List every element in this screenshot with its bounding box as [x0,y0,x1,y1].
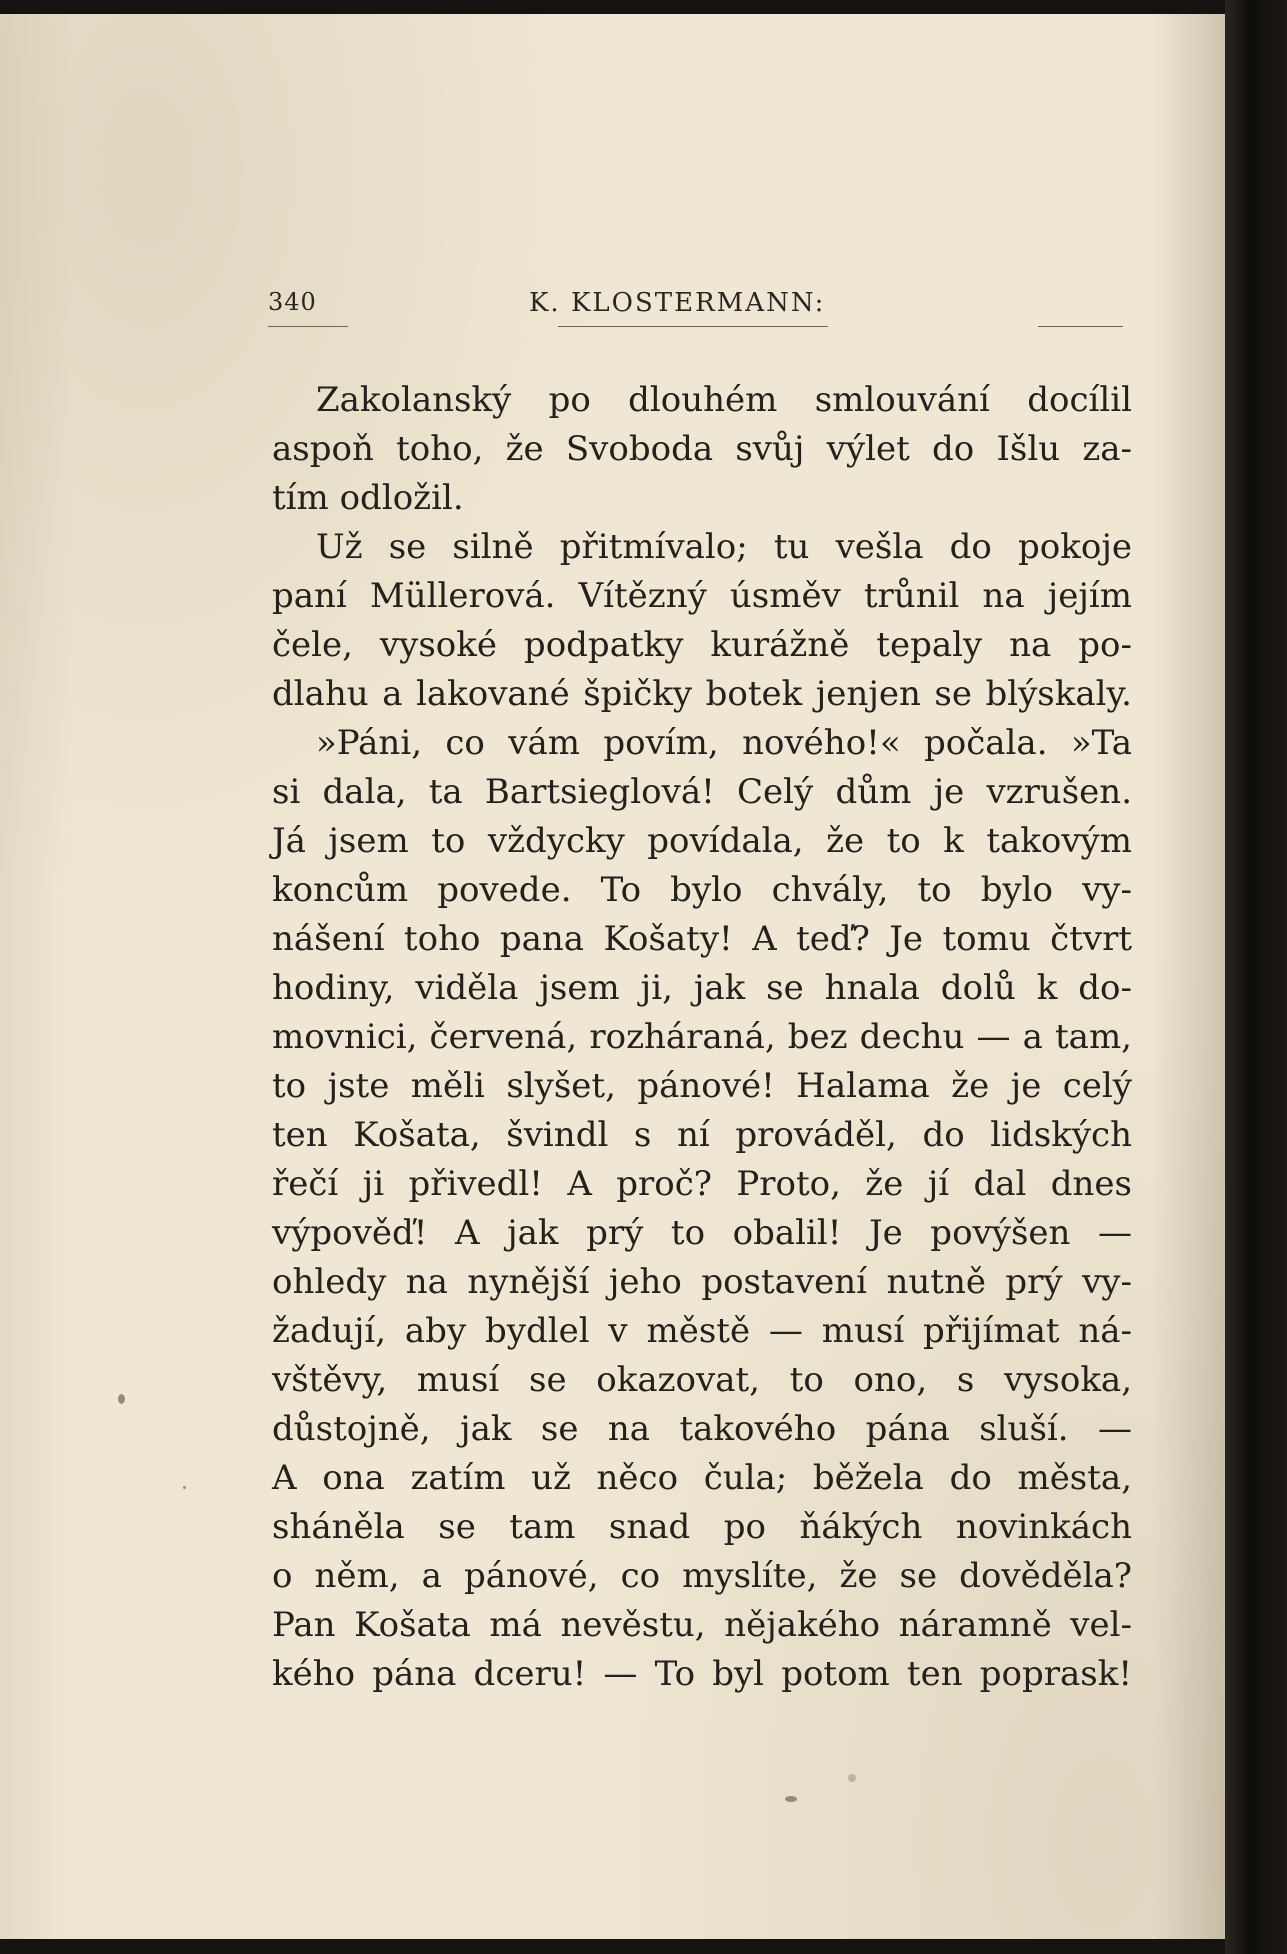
text-line: Už se silně přitmívalo; tu vešla do pokoje [316,527,1132,567]
text-line: hodiny, viděla jsem ji, jak se hnala dolů k do- [272,968,1132,1008]
text-line: aspoň toho, že Svoboda svůj výlet do Išlu za- [272,429,1132,469]
text-line: žadují, aby bydlel v městě — musí přijímat ná- [272,1311,1132,1351]
text-line: to jste měli slyšet, pánové! Halama že je celý [272,1066,1132,1106]
text-line: Já jsem to vždycky povídala, že to k takovým [272,821,1132,861]
text-line: movnici, červená, rozháraná, bez dechu — a tam, [272,1017,1132,1057]
text-line: paní Müllerová. Vítězný úsměv trůnil na jejím [272,576,1132,616]
text-line: tím odložil. [272,478,464,518]
text-line: ohledy na nynější jeho postavení nutně prý vy- [272,1262,1132,1302]
text-line: Pan Košata má nevěstu, nějakého náramně vel- [272,1605,1132,1645]
text-line: o něm, a pánové, co myslíte, že se dověděla? [272,1556,1132,1596]
text-line: Zakolanský po dlouhém smlouvání docílil [316,380,1132,420]
body-text [272,376,1132,1699]
text-line: kého pána dceru! — To byl potom ten poprask! [272,1654,1132,1694]
header-rule [268,326,348,327]
text-line: A ona zatím už něco čula; běžela do města, [272,1458,1132,1498]
text-line: »Páni, co vám povím, nového!« počala. »Ta [316,723,1132,763]
paper-speck [183,1486,186,1489]
page-number: 340 [268,288,317,316]
text-line: výpověď! A jak prý to obalil! Je povýšen — [272,1213,1132,1253]
text-line: si dala, ta Bartsieglová! Celý dům je vzrušen. [272,772,1132,812]
text-line: čele, vysoké podpatky kurážně tepaly na po- [272,625,1132,665]
paper-speck [118,1394,125,1404]
header-rule [558,326,828,327]
text-line: důstojně, jak se na takového pána sluší. — [272,1409,1132,1449]
text-line: ten Košata, švindl s ní prováděl, do lidských [272,1115,1132,1155]
page-header [268,282,1123,332]
paper-speck [785,1796,797,1802]
text-line: dlahu a lakované špičky botek jenjen se blýskaly. [272,674,1132,714]
text-line: nášení toho pana Košaty! A teď? Je tomu čtvrt [272,919,1132,959]
header-rule [1038,326,1123,327]
running-head: K. KLOSTERMANN: [529,288,826,318]
text-line: sháněla se tam snad po ňákých novinkách [272,1507,1132,1547]
text-line: vštěvy, musí se okazovat, to ono, s vysoka, [272,1360,1132,1400]
book-page [0,14,1225,1939]
paper-speck [848,1774,856,1782]
binding-edge [1225,0,1287,1954]
text-line: koncům povede. To bylo chvály, to bylo vy- [272,870,1132,910]
text-line: řečí ji přivedl! A proč? Proto, že jí dal dnes [272,1164,1132,1204]
